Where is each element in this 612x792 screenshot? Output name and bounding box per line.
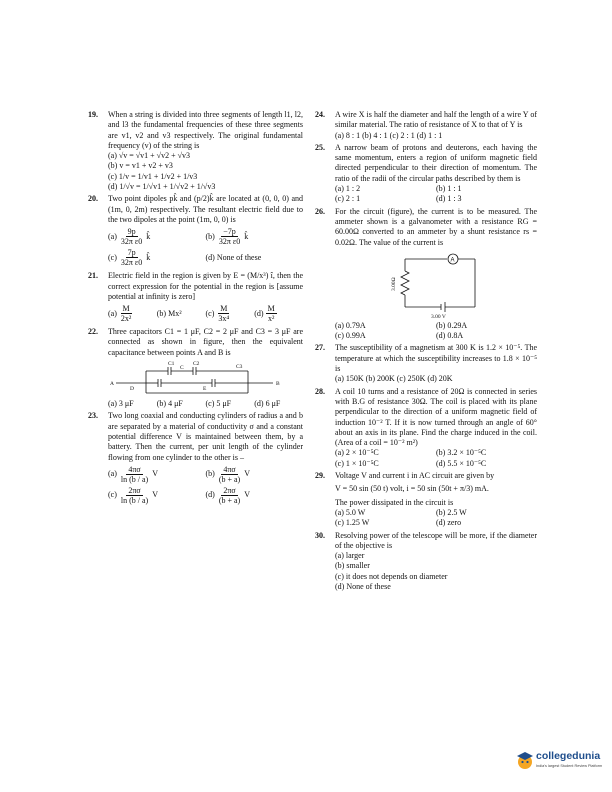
graduate-cap-icon [515, 750, 535, 770]
question-number: 24. [315, 110, 325, 119]
question-20 [88, 194, 303, 269]
option-b: (b) 0.29A [436, 320, 468, 330]
left-column [88, 110, 303, 509]
question-19 [88, 110, 303, 192]
option-d: (d) $\frac{2\pi\sigma}{(b + a)}$ V [205, 485, 250, 505]
question-number: 26. [315, 206, 325, 216]
option-a: (a) √v = √v1 + √v2 + √v3 [108, 151, 190, 161]
option-a: (a) $\frac{9p}{\text{32π ε0}}$ k̂ [108, 227, 151, 247]
question-30 [315, 531, 537, 593]
option-b: (b) 1 : 1 [436, 184, 462, 194]
option-c: (c) 5 μF [205, 399, 232, 409]
option-d: (d) 1/√v = 1/√v1 + 1/√v2 + 1/√v3 [108, 182, 216, 192]
question-text: Two point dipoles pk̂ and (p/2)k̂ are located at (0, 0, 0) and (1m, 0, 2m) respectively. The resultant electric field due to the two dipoles at the point (1m, 0, 0) is [108, 194, 303, 224]
question-text: When a string is divided into three segments of length l1, l2, and l3 the fundamental frequencies of these three segments are v1, v2 and v3 respectively. The original fundamental frequency (v) of the string is [108, 110, 303, 150]
question-number: 30. [315, 530, 325, 540]
option-a: (a) 3 μF [108, 399, 134, 409]
equation: V = 50 sin (50 t) volt, i = 50 sin (50t + π/3) mA. [335, 484, 489, 494]
question-28 [315, 387, 537, 469]
option-d: (d) 6 μF [254, 399, 281, 409]
options-row: (a) 150K (b) 200K (c) 250K (d) 20K [335, 374, 453, 384]
question-number: 29. [315, 471, 325, 481]
ammeter-circuit-diagram [387, 251, 487, 319]
question-text-2: The power dissipated in the circuit is [335, 497, 454, 507]
option-d: (d) 5.5 × 10⁻⁵C [436, 458, 487, 468]
option-b: (b) smaller [335, 561, 370, 571]
option-d: (d) None of these [205, 252, 262, 262]
question-26 [315, 207, 537, 342]
question-number: 19. [88, 110, 98, 119]
question-text: The susceptibility of a magnetism at 300 K is 1.2 × 10⁻⁵. The temperature at which the susceptibility increases to 1.8 × 10⁻⁵ is [335, 343, 537, 374]
options-row: (a) 8 : 1 (b) 4 : 1 (c) 2 : 1 (d) 1 : 1 [335, 130, 443, 140]
label-a: A [110, 381, 114, 388]
option-c: (c) $\frac{7p}{\text{32π ε0}}$ k̂ [108, 248, 151, 268]
question-23 [88, 411, 303, 506]
option-a: (a) $\frac{4\pi\sigma}{\ln (b / a)}$ V [108, 464, 158, 484]
question-number: 23. [88, 411, 98, 421]
question-21 [88, 271, 303, 325]
option-b: (b) $\frac{4\pi\sigma}{(b + a)}$ V [205, 464, 250, 484]
brand-tagline: India's largest Student Review Platform [536, 764, 603, 768]
right-column [315, 110, 537, 594]
option-b: (b) 4 μF [156, 399, 183, 409]
question-number: 20. [88, 194, 98, 204]
option-c: (c) $\frac{M}{\text{3x⁴}}$ [205, 304, 230, 324]
question-number: 21. [88, 271, 98, 281]
option-d: (d) zero [436, 518, 462, 528]
question-29 [315, 471, 537, 528]
question-text: Electric field in the region is given by E = (M/x³) î, then the correct expression for the potential in the region is [assume potential at infinity is zero] [108, 271, 303, 301]
option-a: (a) 5.0 W [335, 507, 366, 517]
question-number: 27. [315, 343, 325, 353]
label-c2: C2 [193, 361, 200, 368]
question-text: For the circuit (figure), the current is to be measured. The ammeter shown is a galvanometer with a resistance RG = 60.00Ω converted to an ammeter by a shunt resistance rs = 0.02Ω. The value of the current is [335, 206, 537, 247]
question-text: A narrow beam of protons and deuterons, each having the same momentum, enters a region of uniform magnetic field directed perpendicular to their direction of momentum. The ratio of the radii of the circular paths described by them is [335, 142, 537, 183]
brand-name: collegedunia [536, 750, 601, 762]
option-b: (b) 3.2 × 10⁻⁵C [436, 448, 487, 458]
battery-label: 3.00 V [431, 313, 446, 319]
question-22 [88, 327, 303, 409]
option-b: (b) $\frac{-7p}{\text{32π ε0}}$ k̂ [205, 227, 249, 247]
question-24 [315, 110, 537, 141]
label-c: C [180, 365, 184, 372]
label-d: D [130, 386, 134, 393]
option-d: (d) 0.8A [436, 331, 464, 341]
collegedunia-logo[interactable] [515, 750, 603, 778]
option-c: (c) 0.99A [335, 331, 366, 341]
option-b: (b) v = v1 + v2 + v3 [108, 161, 173, 171]
option-a: (a) 2 × 10⁻⁵C [335, 448, 379, 458]
label-e: E [203, 386, 207, 393]
question-text: Three capacitors C1 = 1 μF, C2 = 2 μF and C3 = 3 μF are connected as shown in figure, then the equivalent capacitance between points A and B is [108, 327, 303, 357]
question-text: Resolving power of the telescope will be more, if the diameter of the objective is [335, 530, 537, 550]
question-number: 22. [88, 327, 98, 337]
option-d: (d) 1 : 3 [436, 194, 462, 204]
label-b: B [276, 381, 280, 388]
option-a: (a) larger [335, 551, 365, 561]
label-c1: C1 [168, 361, 175, 368]
question-27 [315, 343, 537, 384]
option-c: (c) 1/v = 1/v1 + 1/v2 + 1/v3 [108, 171, 198, 181]
option-d: (d) None of these [335, 581, 391, 591]
question-number: 28. [315, 386, 325, 396]
option-c: (c) it does not depends on diameter [335, 571, 448, 581]
option-c: (c) 1 × 10⁻⁵C [335, 458, 379, 468]
capacitor-circuit-diagram [108, 361, 303, 397]
label-c3: C3 [236, 364, 243, 371]
question-text: A coil 10 turns and a resistance of 20Ω is connected in series with B.G of resistance 30Ω. The coil is placed with its plane perpendicular to the direction of a uniform magnetic field of induction 10⁻² T. If it is now turned through an angle of 60° about an axis in its plane. Find the charge induced in the coil. (Area of a coil = 10⁻² m²) [335, 386, 537, 448]
option-d: (d) $\frac{M}{\text{x²}}$ [254, 304, 275, 324]
option-b: (b) 2.5 W [436, 507, 467, 517]
resistor-label: 3.00Ω [391, 277, 397, 291]
option-c: (c) 2 : 1 [335, 194, 361, 204]
question-25 [315, 143, 537, 205]
option-b: (b) Mx² [156, 308, 182, 318]
question-text: Two long coaxial and conducting cylinders of radius a and b are separated by a material of conductivity σ and a constant potential difference V is maintained between them, by a battery. Then the current, per unit length of the cylinder flowing from one cylinder to the other is – [108, 411, 303, 462]
question-text: A wire X is half the diameter and half the length of a wire Y of similar material. The ratio of resistance of X to that of Y is [335, 110, 537, 130]
option-c: (c) 1.25 W [335, 518, 370, 528]
option-a: (a) $\frac{M}{\text{2x²}}$ [108, 304, 132, 324]
option-c: (c) $\frac{2\pi\sigma}{\ln (b / a)}$ V [108, 485, 158, 505]
option-a: (a) 1 : 2 [335, 184, 361, 194]
option-a: (a) 0.79A [335, 320, 366, 330]
ammeter-icon: A [450, 257, 455, 264]
question-number: 25. [315, 142, 325, 152]
question-text: Voltage V and current i in AC circuit are given by [335, 471, 495, 481]
